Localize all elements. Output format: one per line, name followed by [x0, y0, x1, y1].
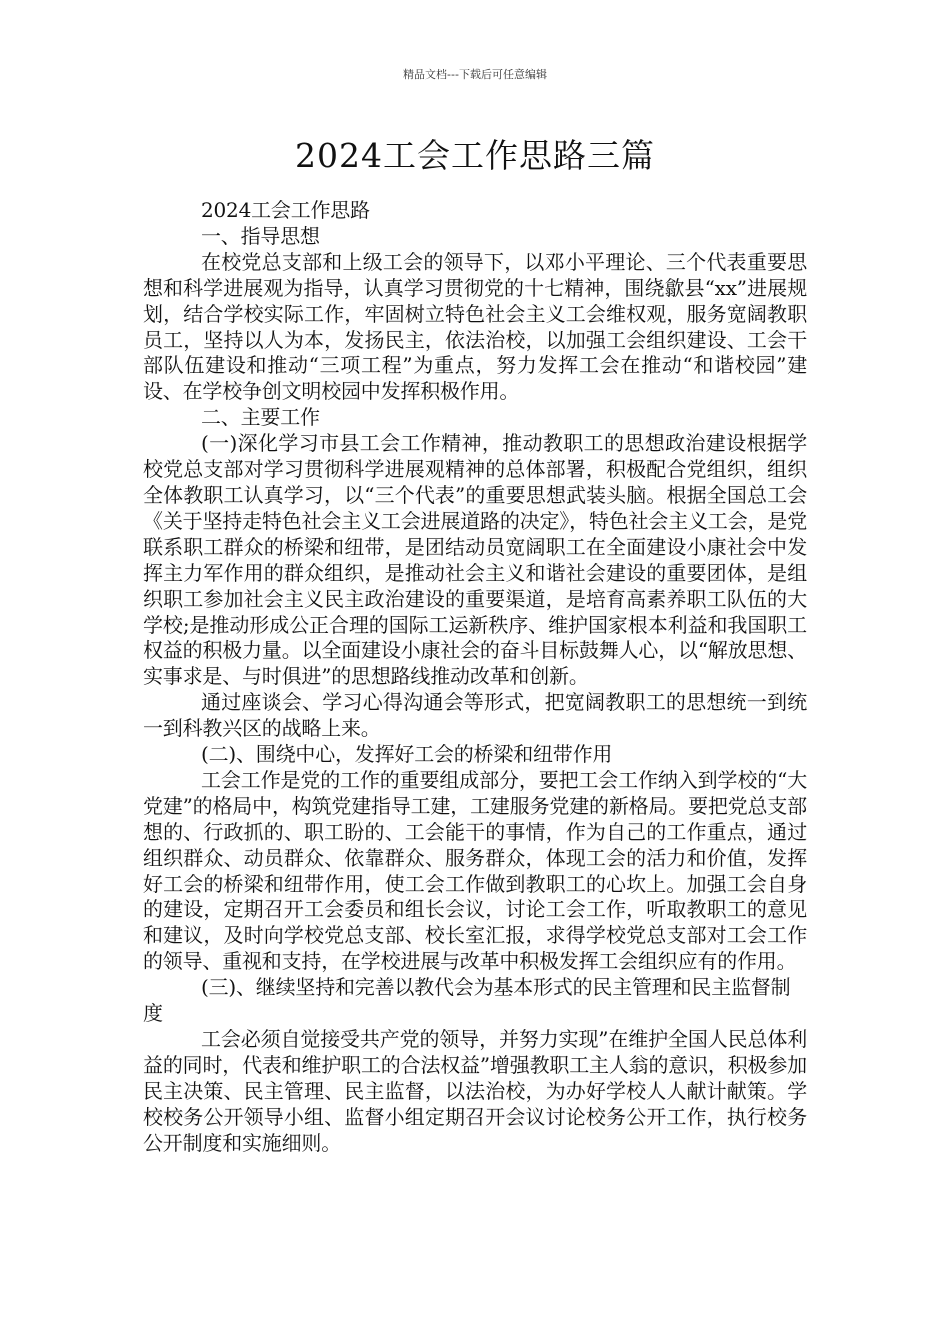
heading-main-work: 二、主要工作: [201, 405, 320, 430]
paragraph-work-item-1: (一)深化学习市县工会工作精神，推动教职工的思想政治建设根据学校党总支部对学习贯彻科学进展观精神的总体部署，积极配合党组织，组织全体教职工认真学习，以“三个代表”的重要思想武装头脑。根据全国总工会《关于坚持走特色社会主义工会进展道路的决定》，特色社会主义工会，是党联系职工群众的桥梁和纽带，是团结动员宽阔职工在全面建设小康社会中发挥主力军作用的群众组织，是推动社会主义和谐社会建设的重要团体，是组织职工参加社会主义民主政治建设的重要渠道，是培育高素养职工队伍的大学校;是推动形成公正合理的国际工运新秩序、维护国家根本利益和我国职工权益的积极力量。以全面建设小康社会的奋斗目标鼓舞人心，以“解放思想、实事求是、与时俱进”的思想路线推动改革和创新。: [143, 431, 807, 689]
paragraph-work-item-3: 工会必须自觉接受共产党的领导，并努力实现”在维护全国人民总体利益的同时，代表和维护职工的合法权益”增强教职工主人翁的意识，积极参加民主决策、民主管理、民主监督，以法治校，为办好学校人人献计献策。学校校务公开领导小组、监督小组定期召开会议讨论校务公开工作，执行校务公开制度和实施细则。: [143, 1027, 807, 1155]
paragraph-work-item-2: 工会工作是党的工作的重要组成部分，要把工会工作纳入到学校的“大党建”的格局中，构筑党建指导工建，工建服务党建的新格局。要把党总支部想的、行政抓的、职工盼的、工会能干的事情，作为自己的工作重点，通过组织群众、动员群众、依靠群众、服务群众，体现工会的活力和价值，发挥好工会的桥梁和纽带作用，使工会工作做到教职工的心坎上。加强工会自身的建设，定期召开工会委员和组长会议，讨论工会工作，听取教职工的意见和建议，及时向学校党总支部、校长室汇报，求得学校党总支部对工会工作的领导、重视和支持，在学校进展与改革中积极发挥工会组织应有的作用。: [143, 767, 807, 974]
paragraph-work-item-1-continued: 通过座谈会、学习心得沟通会等形式，把宽阔教职工的思想统一到统一到科教兴区的战略上来。: [143, 690, 807, 741]
paragraph-guiding-ideology: 在校党总支部和上级工会的领导下，以邓小平理论、三个代表重要思想和科学进展观为指导，认真学习贯彻党的十七精神，围绕歙县“xx”进展规划，结合学校实际工作，牢固树立特色社会主义工会维权观，服务宽阔教职员工，坚持以人为本，发扬民主，依法治校，以加强工会组织建设、工会干部队伍建设和推动“三项工程”为重点，努力发挥工会在推动“和谐校园”建设、在学校争创文明校园中发挥积极作用。: [143, 249, 807, 404]
heading-guiding-ideology: 一、指导思想: [201, 223, 320, 248]
section-title: 2024工会工作思路: [201, 198, 370, 222]
header-watermark: 精品文档---下载后可任意编辑: [403, 68, 547, 81]
heading-work-item-3: (三)、继续坚持和完善以教代会为基本形式的民主管理和民主监督制度: [143, 975, 791, 1026]
heading-work-item-2: (二)、围绕中心，发挥好工会的桥梁和纽带作用: [201, 742, 613, 767]
document-body: [143, 198, 807, 1157]
document-title: 2024工会工作思路三篇: [295, 136, 655, 175]
